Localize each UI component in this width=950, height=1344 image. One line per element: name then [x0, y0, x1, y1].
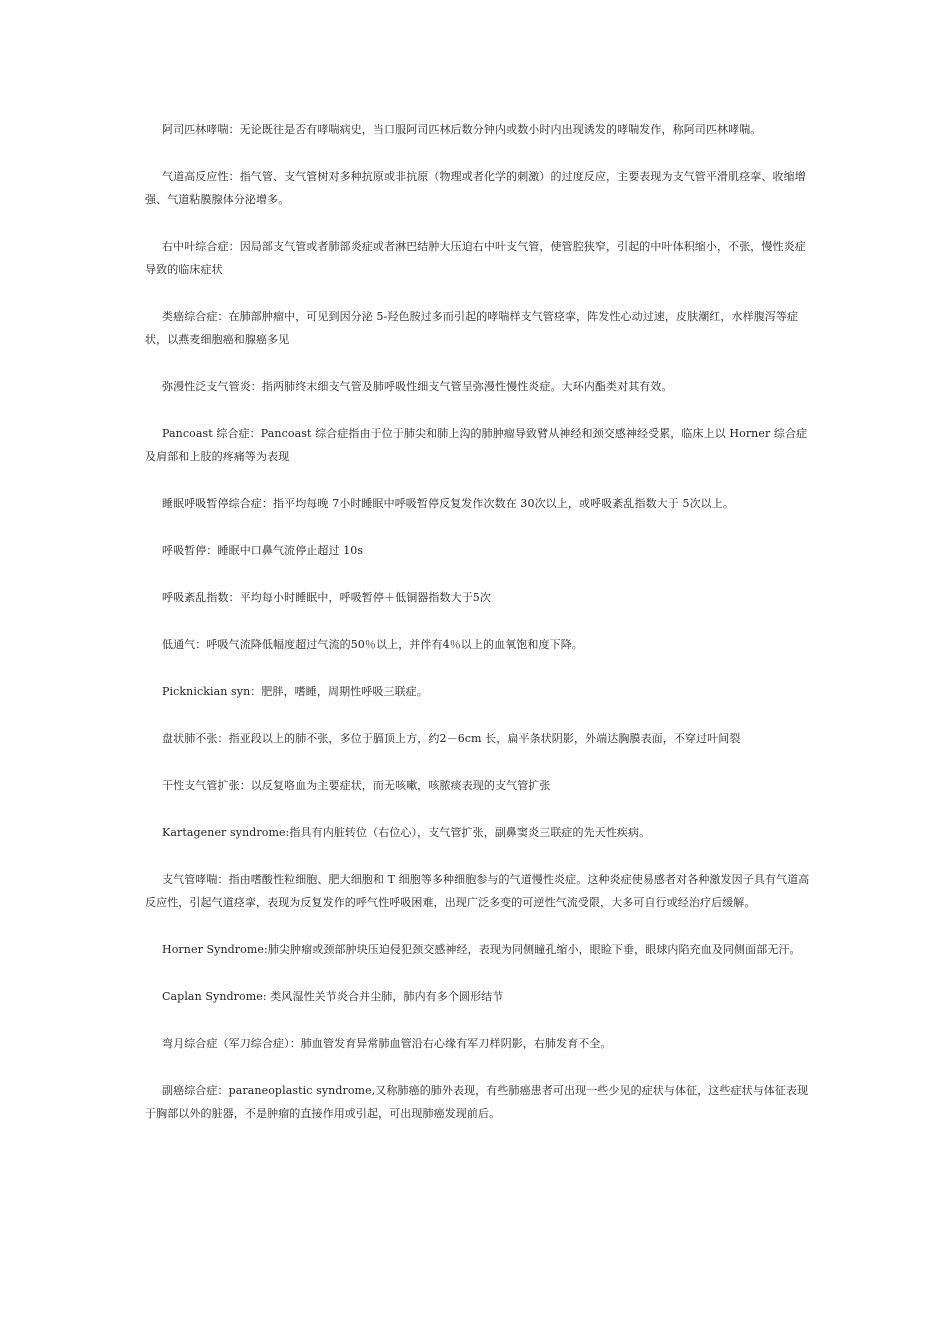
paragraph-pancoast-syndrome: Pancoast 综合症：Pancoast 综合症指由于位于肺尖和肺上沟的肺肿瘤导致臂从神经和颈交感神经受累，临床上以 Horner 综合症及肩部和上肢的疼痛等为表现: [145, 427, 808, 463]
paragraph-middle-lobe-syndrome: 右中叶综合症：因局部支气管或者肺部炎症或者淋巴结肿大压迫右中叶支气管，使管腔狭窄，引起的中叶体积缩小，不张，慢性炎症导致的临床症状: [145, 240, 806, 276]
paragraph-aspirin-asthma: 阿司匹林哮喘：无论既往是否有哮喘病史，当口服阿司匹林后数分钟内或数小时内出现诱发的哮喘发作，称阿司匹林哮喘。: [162, 123, 762, 136]
paragraph-discoid-atelectasis: 盘状肺不张：指亚段以上的肺不张，多位于膈顶上方，约2－6cm 长，扁平条状阴影，外端达胸膜表面，不穿过叶间裂: [162, 732, 741, 745]
paragraph-airway-hyperresponsiveness: 气道高反应性：指气管、支气管树对多种抗原或非抗原（物理或者化学的刺激）的过度反应，主要表现为支气管平滑肌痉挛、收缩增强、气道粘膜腺体分泌增多。: [145, 170, 806, 206]
paragraph-sleep-apnea-syndrome: 睡眠呼吸暂停综合症：指平均每晚 7小时睡眠中呼吸暂停反复发作次数在 30次以上，或呼吸紊乱指数大于 5次以上。: [162, 497, 734, 510]
paragraph-pickwickian-syndrome: Picknickian syn：肥胖，嗜睡，周期性呼吸三联症。: [162, 685, 428, 698]
paragraph-kartagener-syndrome: Kartagener syndrome:指具有内脏转位（右位心），支气管扩张，副鼻窦炎三联症的先天性疾病。: [162, 826, 651, 839]
paragraph-bronchial-asthma: 支气管哮喘：指由嗜酸性粒细胞、肥大细胞和 T 细胞等多种细胞参与的气道慢性炎症。这种炎症使易感者对各种激发因子具有气道高反应性，引起气道痉挛，表现为反复发作的呼气性呼吸困难，出现广泛多变的可逆性气流受限，大多可自行或经治疗后缓解。: [145, 873, 810, 909]
paragraph-carcinoid-syndrome: 类癌综合症：在肺部肿瘤中，可见到因分泌 5-羟色胺过多而引起的哮喘样支气管痉挛，阵发性心动过速，皮肤潮红，水样腹泻等症状，以燕麦细胞癌和腺癌多见: [145, 310, 799, 346]
paragraph-caplan-syndrome: Caplan Syndrome: 类风湿性关节炎合并尘肺，肺内有多个圆形结节: [162, 990, 504, 1003]
paragraph-dry-bronchiectasis: 干性支气管扩张：以反复咯血为主要症状，而无咳嗽，咳脓痰表现的支气管扩张: [162, 779, 551, 792]
document-body: [145, 118, 813, 1149]
paragraph-respiratory-disturbance-index: 呼吸紊乱指数：平均每小时睡眠中，呼吸暂停＋低铜器指数大于5次: [162, 591, 491, 604]
paragraph-diffuse-panbronchiolitis: 弥漫性泛支气管炎：指两肺终末细支气管及肺呼吸性细支气管呈弥漫性慢性炎症。大环内酯类对其有效。: [162, 380, 673, 393]
paragraph-apnea: 呼吸暂停：睡眠中口鼻气流停止超过 10s: [162, 544, 364, 557]
paragraph-scimitar-syndrome: 弯月综合症（军刀综合症）：肺血管发育异常肺血管沿右心缘有军刀样阴影，右肺发育不全。: [162, 1037, 612, 1050]
paragraph-hypopnea: 低通气：呼吸气流降低幅度超过气流的50％以上，并伴有4％以上的血氧饱和度下降。: [162, 638, 583, 651]
paragraph-horner-syndrome: Horner Syndrome:肺尖肿瘤或颈部肿块压迫侵犯颈交感神经，表现为同侧瞳孔缩小，眼睑下垂，眼球内陷充血及同侧面部无汗。: [162, 943, 801, 956]
paragraph-paraneoplastic-syndrome: 副癌综合症：paraneoplastic syndrome,又称肺癌的肺外表现，有些肺癌患者可出现一些少见的症状与体征，这些症状与体征表现于胸部以外的脏器，不是肿瘤的直接作用或引起，可出现肺癌发现前后。: [145, 1084, 809, 1120]
